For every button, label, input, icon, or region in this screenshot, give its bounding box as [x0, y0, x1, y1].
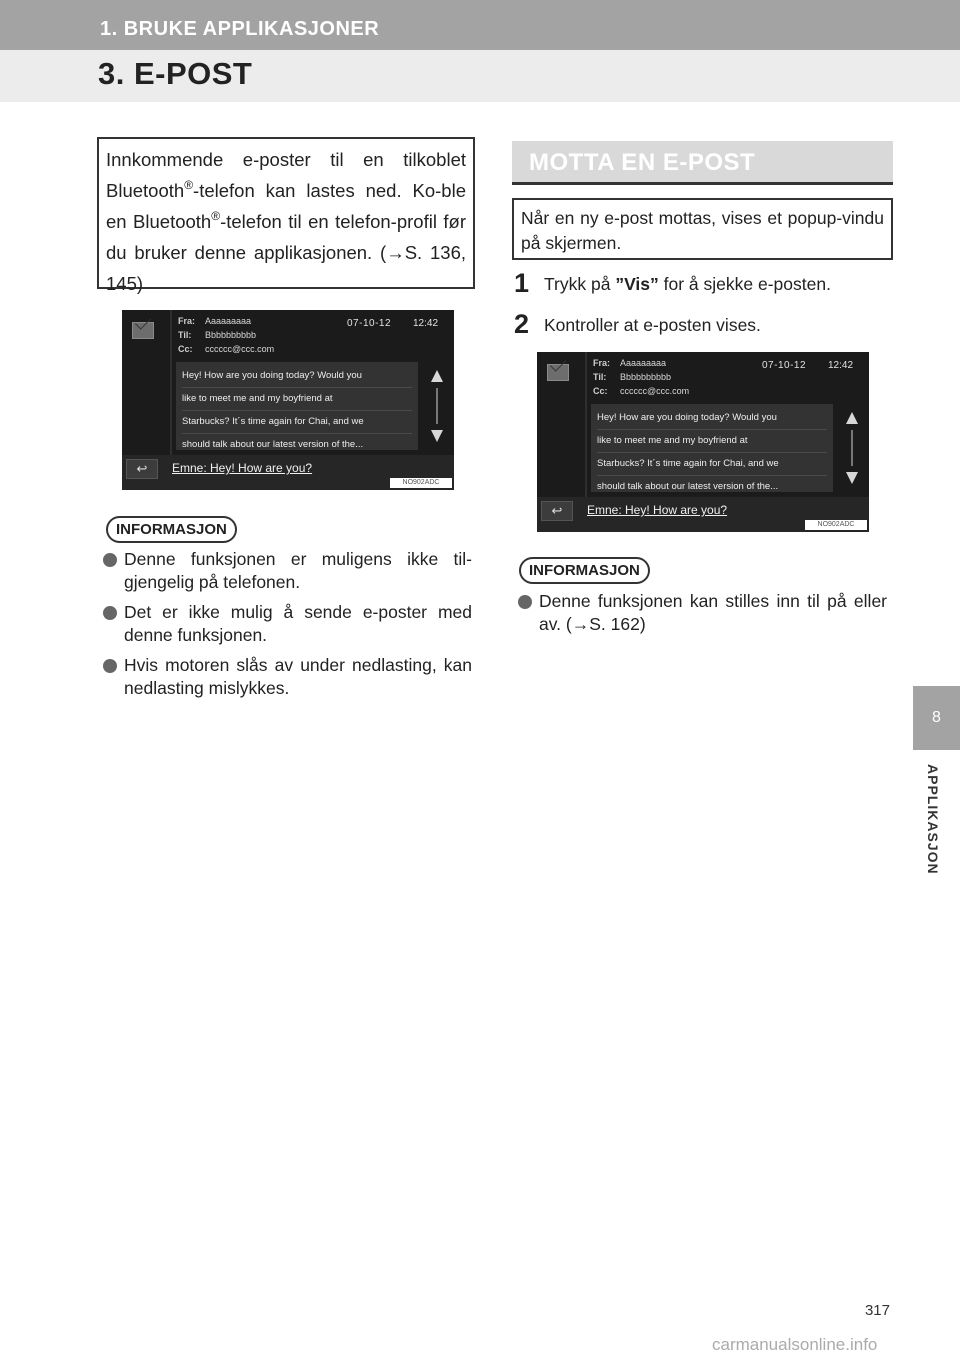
intro-text: Innkommende e-poster til en tilkoblet Bluetooth®-telefon kan lastes ned. Ko-ble en Bluetooth®-telefon til en telefon-profil før du bruker denne applikasjonen. (→S. 136, 145)	[106, 149, 466, 294]
step-text: Kontroller at e-posten vises.	[544, 315, 761, 335]
email-subject: Emne: Hey! How are you?	[172, 461, 313, 475]
scroll-down-icon	[431, 430, 443, 442]
email-time: 12:42	[413, 318, 439, 329]
chapter-tab-label: APPLIKASJON	[925, 764, 941, 875]
email-time: 12:42	[828, 360, 854, 371]
info-badge-left: INFORMASJON	[106, 516, 237, 543]
motta-heading: MOTTA EN E-POST	[529, 149, 756, 176]
info-badge-right: INFORMASJON	[519, 557, 650, 584]
mail-icon	[132, 322, 154, 339]
list-item: Hvis motoren slås av under nedlasting, kan nedlasting mislykkes.	[100, 654, 472, 700]
list-item: Denne funksjonen kan stilles inn til på eller av. (→S. 162)	[515, 590, 887, 636]
scroll-up-icon	[431, 370, 443, 382]
image-id-label: NO902ADC	[805, 520, 867, 530]
email-subject: Emne: Hey! How are you?	[587, 503, 728, 517]
list-item: Det er ikke mulig å sende e-poster med denne funksjonen.	[100, 601, 472, 647]
section-title: 3. E-POST	[98, 56, 253, 91]
motta-heading-bar	[512, 141, 893, 185]
intro-box	[97, 137, 475, 294]
info-list-right	[515, 590, 887, 643]
from-row: Fra: Aaaaaaaaa	[178, 316, 252, 326]
email-screen-screenshot	[537, 352, 869, 532]
step-number: 2	[514, 309, 530, 339]
list-item: Denne funksjonen er muligens ikke til-gjengelig på telefonen.	[100, 548, 472, 594]
screen-bottom-bar	[537, 497, 869, 532]
email-date: 07-10-12	[347, 318, 392, 329]
image-id-label: NO902ADC	[390, 478, 452, 488]
motta-box: Når en ny e-post mottas, vises et popup-vindu på skjermen.	[512, 198, 893, 260]
watermark: carmanualsonline.info	[712, 1335, 878, 1354]
scrollbar-track	[436, 388, 438, 424]
email-screen-screenshot	[122, 310, 454, 490]
step-number: 1	[514, 268, 530, 298]
back-icon: ↩	[541, 501, 573, 521]
step-text: Trykk på ”Vis” for å sjekke e-posten.	[544, 274, 831, 294]
back-icon: ↩	[126, 459, 158, 479]
to-row: Til: Bbbbbbbbbb	[593, 372, 672, 382]
chapter-bar	[0, 0, 960, 50]
chapter-tab-number: 8	[913, 686, 960, 750]
cc-row: Cc: cccccc@ccc.com	[178, 344, 275, 354]
scroll-down-icon	[846, 472, 858, 484]
email-body: Hey! How are you doing today? Would you like to meet me and my boyfriend at Starbucks? It´s time again for Chai, and we should talk about our latest version of the...	[176, 362, 418, 450]
to-row: Til: Bbbbbbbbbb	[178, 330, 257, 340]
from-row: Fra: Aaaaaaaaa	[593, 358, 667, 368]
email-date: 07-10-12	[762, 360, 807, 371]
screen-bottom-bar	[122, 455, 454, 490]
info-list-left	[100, 548, 472, 707]
chapter-title: 1. BRUKE APPLIKASJONER	[100, 18, 380, 40]
screen-divider	[585, 352, 587, 497]
bullet-icon	[103, 606, 117, 620]
cc-row: Cc: cccccc@ccc.com	[593, 386, 690, 396]
scroll-up-icon	[846, 412, 858, 424]
page-number: 317	[864, 1302, 890, 1319]
mail-icon	[547, 364, 569, 381]
bullet-icon	[103, 659, 117, 673]
scrollbar-track	[851, 430, 853, 466]
bullet-icon	[518, 595, 532, 609]
email-body: Hey! How are you doing today? Would you like to meet me and my boyfriend at Starbucks? It´s time again for Chai, and we should talk about our latest version of the...	[591, 404, 833, 492]
screen-divider	[170, 310, 172, 455]
bullet-icon	[103, 553, 117, 567]
intro-reference: (→S. 136, 145)	[106, 242, 466, 294]
